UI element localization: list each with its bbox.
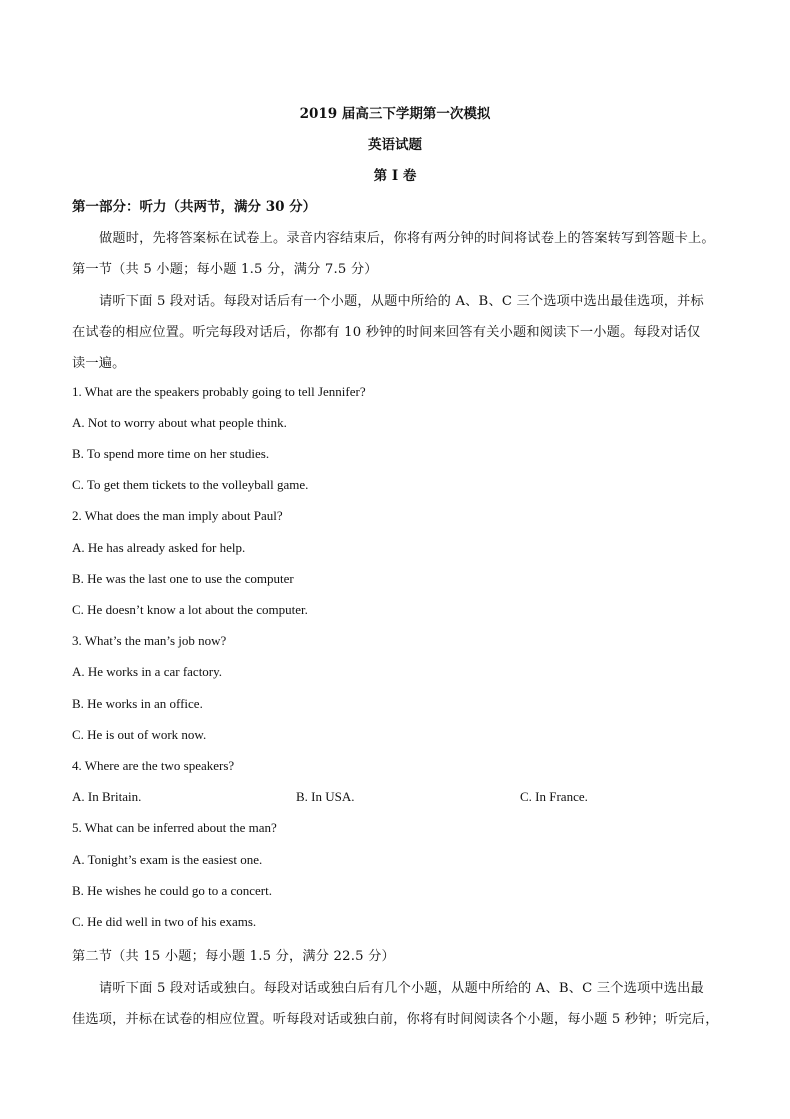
section1-instruction-line: 请听下面 5 段对话。每段对话后有一个小题，从题中所给的 A、B、C 三个选项中选出最佳选项，并标 bbox=[99, 294, 704, 309]
section1-instruction-line: 读一遍。 bbox=[72, 356, 126, 371]
question-stem: 4. Where are the two speakers? bbox=[72, 758, 235, 773]
question-option: B. He was the last one to use the computer bbox=[72, 571, 294, 586]
section1-heading: 第一节（共 5 小题；每小题 1.5 分，满分 7.5 分） bbox=[72, 262, 378, 277]
question-option: A. He has already asked for help. bbox=[72, 540, 246, 555]
question-option: C. To get them tickets to the volleyball game. bbox=[72, 477, 309, 492]
question-option: A. In Britain. bbox=[72, 789, 142, 804]
question-option: A. Not to worry about what people think. bbox=[72, 415, 287, 430]
question-option: B. He wishes he could go to a concert. bbox=[72, 883, 273, 898]
question-option: C. He doesn’t know a lot about the computer. bbox=[72, 602, 308, 617]
question-option: B. To spend more time on her studies. bbox=[72, 446, 270, 461]
section2-instruction-line: 佳选项，并标在试卷的相应位置。听每段对话或独白前，你将有时间阅读各个小题，每小题 5 秒钟；听完后， bbox=[72, 1012, 719, 1027]
question-stem: 1. What are the speakers probably going to tell Jennifer? bbox=[72, 384, 366, 399]
part1-heading: 第一部分：听力（共两节，满分 30 分） bbox=[72, 199, 317, 215]
subject-title: 英语试题 bbox=[368, 137, 422, 153]
volume-title: 第 I 卷 bbox=[373, 168, 417, 184]
question-option: C. He is out of work now. bbox=[72, 727, 207, 742]
question-option: A. He works in a car factory. bbox=[72, 664, 223, 679]
section1-instruction-line: 在试卷的相应位置。听完每段对话后，你都有 10 秒钟的时间来回答有关小题和阅读下一小题。每段对话仅 bbox=[72, 325, 701, 340]
question-option: B. In USA. bbox=[296, 789, 355, 804]
part1-instruction: 做题时，先将答案标在试卷上。录音内容结束后，你将有两分钟的时间将试卷上的答案转写到答题卡上。 bbox=[99, 231, 715, 246]
question-option: C. In France. bbox=[520, 789, 588, 804]
section2-heading: 第二节（共 15 小题；每小题 1.5 分，满分 22.5 分） bbox=[72, 949, 395, 964]
exam-title: 2019 届高三下学期第一次模拟 bbox=[299, 106, 491, 122]
question-stem: 3. What’s the man’s job now? bbox=[72, 633, 227, 648]
question-stem: 5. What can be inferred about the man? bbox=[72, 820, 277, 835]
question-option: B. He works in an office. bbox=[72, 696, 203, 711]
question-option: A. Tonight’s exam is the easiest one. bbox=[72, 852, 263, 867]
question-stem: 2. What does the man imply about Paul? bbox=[72, 508, 283, 523]
section2-instruction-line: 请听下面 5 段对话或独白。每段对话或独白后有几个小题，从题中所给的 A、B、C 三个选项中选出最 bbox=[99, 981, 704, 996]
question-option: C. He did well in two of his exams. bbox=[72, 914, 257, 929]
